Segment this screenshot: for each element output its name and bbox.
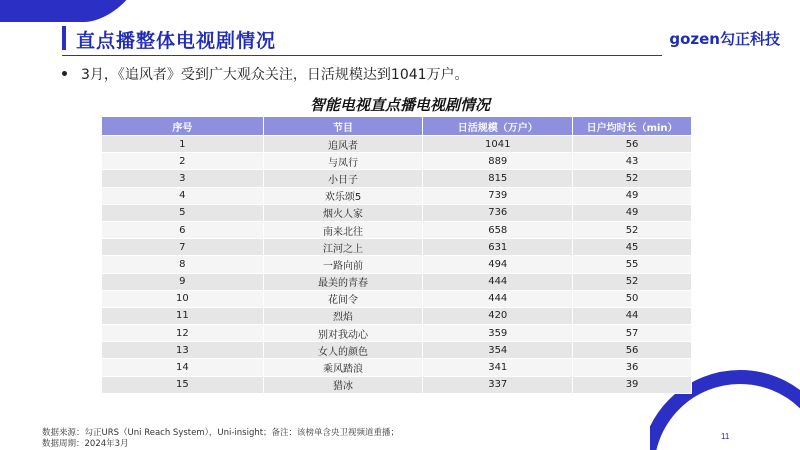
cell-daily-reach: 739 <box>423 187 573 204</box>
cell-rank: 11 <box>102 307 264 324</box>
cell-daily-reach: 889 <box>423 153 573 170</box>
table-row <box>102 153 692 170</box>
cell-daily-reach: 354 <box>423 342 573 359</box>
col-header-program: 节目 <box>263 117 423 136</box>
summary-bullet <box>62 64 469 84</box>
table-row <box>102 325 692 342</box>
cell-avg-duration: 52 <box>573 170 692 187</box>
cell-avg-duration: 49 <box>573 204 692 221</box>
bullet-dot <box>62 71 67 76</box>
summary-text: 3月，《追风者》受到广大观众关注，日活规模达到1041万户。 <box>81 67 469 83</box>
drama-ranking-table <box>101 116 692 394</box>
cell-avg-duration: 56 <box>573 342 692 359</box>
cell-program: 欢乐颂5 <box>263 187 423 204</box>
cell-program: 小日子 <box>263 170 423 187</box>
cell-daily-reach: 359 <box>423 325 573 342</box>
cell-avg-duration: 39 <box>573 376 692 393</box>
table-row <box>102 342 692 359</box>
cell-program: 南来北往 <box>263 221 423 238</box>
cell-avg-duration: 52 <box>573 221 692 238</box>
cell-program: 花间令 <box>263 290 423 307</box>
title-accent-bar <box>62 26 66 50</box>
cell-daily-reach: 1041 <box>423 136 573 153</box>
table-row <box>102 221 692 238</box>
cell-program: 烟火人家 <box>263 204 423 221</box>
cell-program: 乘风踏浪 <box>263 359 423 376</box>
cell-avg-duration: 36 <box>573 359 692 376</box>
cell-rank: 3 <box>102 170 264 187</box>
cell-program: 最美的青春 <box>263 273 423 290</box>
cell-rank: 4 <box>102 187 264 204</box>
data-period: 数据周期：2024年3月 <box>42 439 129 449</box>
table-row <box>102 239 692 256</box>
table-row <box>102 307 692 324</box>
cell-avg-duration: 50 <box>573 290 692 307</box>
table-row <box>102 359 692 376</box>
header-divider <box>62 55 662 56</box>
cell-rank: 9 <box>102 273 264 290</box>
table-header-row <box>102 117 692 136</box>
cell-rank: 10 <box>102 290 264 307</box>
cell-program: 别对我动心 <box>263 325 423 342</box>
table-row <box>102 376 692 393</box>
cell-program: 与凤行 <box>263 153 423 170</box>
page-header <box>62 24 780 54</box>
cell-program: 女人的颜色 <box>263 342 423 359</box>
table-title: 智能电视直点播电视剧情况 <box>309 96 490 114</box>
table-row <box>102 187 692 204</box>
cell-daily-reach: 494 <box>423 256 573 273</box>
cell-avg-duration: 49 <box>573 187 692 204</box>
cell-rank: 15 <box>102 376 264 393</box>
cell-daily-reach: 815 <box>423 170 573 187</box>
page-number: 11 <box>721 432 730 441</box>
table-row <box>102 204 692 221</box>
cell-rank: 6 <box>102 221 264 238</box>
cell-daily-reach: 658 <box>423 221 573 238</box>
col-header-daily-reach: 日活规模（万户） <box>423 117 573 136</box>
cell-avg-duration: 44 <box>573 307 692 324</box>
cell-rank: 8 <box>102 256 264 273</box>
col-header-rank: 序号 <box>102 117 264 136</box>
table-row <box>102 290 692 307</box>
corner-decoration <box>0 0 140 26</box>
cell-daily-reach: 420 <box>423 307 573 324</box>
cell-daily-reach: 337 <box>423 376 573 393</box>
table-row <box>102 256 692 273</box>
cell-daily-reach: 631 <box>423 239 573 256</box>
page-title: 直点播整体电视剧情况 <box>76 30 277 52</box>
cell-daily-reach: 444 <box>423 273 573 290</box>
cell-avg-duration: 55 <box>573 256 692 273</box>
cell-rank: 13 <box>102 342 264 359</box>
cell-rank: 1 <box>102 136 264 153</box>
cell-program: 烈焰 <box>263 307 423 324</box>
cell-rank: 7 <box>102 239 264 256</box>
cell-rank: 14 <box>102 359 264 376</box>
brand-logo: gozen勾正科技 <box>669 30 780 48</box>
footnote <box>42 428 399 450</box>
cell-rank: 5 <box>102 204 264 221</box>
cell-rank: 12 <box>102 325 264 342</box>
cell-avg-duration: 45 <box>573 239 692 256</box>
cell-daily-reach: 736 <box>423 204 573 221</box>
cell-avg-duration: 57 <box>573 325 692 342</box>
cell-daily-reach: 444 <box>423 290 573 307</box>
cell-avg-duration: 52 <box>573 273 692 290</box>
cell-program: 江河之上 <box>263 239 423 256</box>
cell-program: 猎冰 <box>263 376 423 393</box>
table-row <box>102 170 692 187</box>
cell-rank: 2 <box>102 153 264 170</box>
cell-daily-reach: 341 <box>423 359 573 376</box>
cell-program: 一路向前 <box>263 256 423 273</box>
cell-avg-duration: 56 <box>573 136 692 153</box>
cell-program: 追风者 <box>263 136 423 153</box>
col-header-avg-duration: 日户均时长（min） <box>573 117 692 136</box>
data-source: 数据来源：勾正URS（Uni Reach System），Uni-insight；备注：该榜单含央卫视频道重播； <box>42 428 400 438</box>
table-row <box>102 136 692 153</box>
cell-avg-duration: 43 <box>573 153 692 170</box>
table-row <box>102 273 692 290</box>
